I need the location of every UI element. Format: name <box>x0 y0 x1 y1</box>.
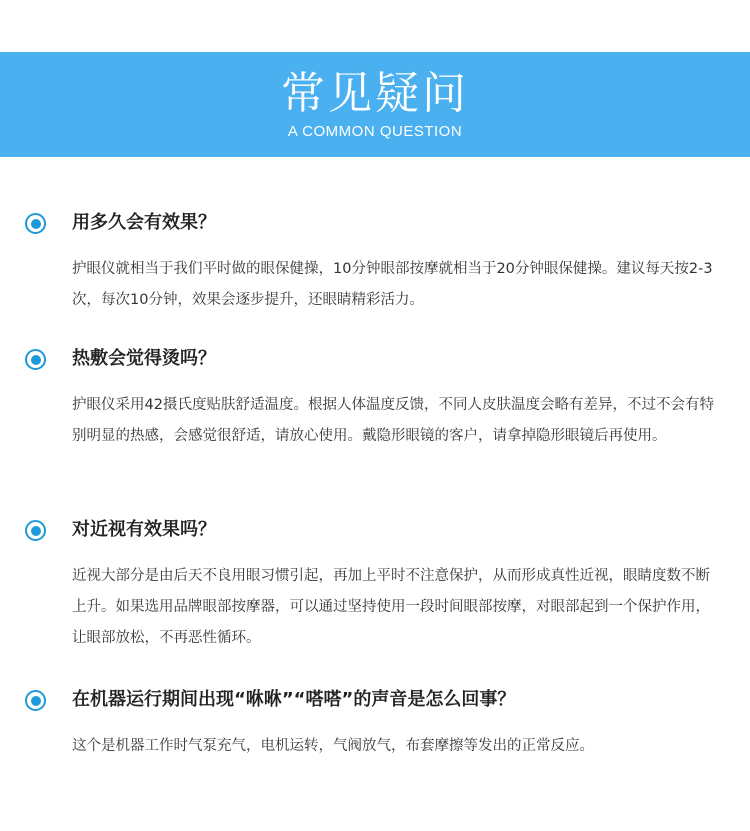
banner-subtitle: A COMMON QUESTION <box>287 123 463 140</box>
faq-question: 热敷会觉得烫吗？ <box>72 348 216 369</box>
faq-question: 用多久会有效果？ <box>72 212 216 233</box>
radio-dot-icon <box>25 690 46 711</box>
header-banner <box>0 52 750 157</box>
faq-answer: 护眼仪就相当于我们平时做的眼保健操，10分钟眼部按摩就相当于20分钟眼保健操。建议每天按2-3次，每次10分钟，效果会逐步提升，还眼睛精彩活力。 <box>72 261 713 308</box>
radio-dot-icon <box>25 213 46 234</box>
faq-answer: 近视大部分是由后天不良用眼习惯引起，再加上平时不注意保护，从而形成真性近视，眼睛度数不断上升。如果选用品牌眼部按摩器，可以通过坚持使用一段时间眼部按摩，对眼部起到一个保护作用，让眼部放松，不再恶性循环。 <box>72 568 710 646</box>
faq-answer: 护眼仪采用42摄氏度贴肤舒适温度。根据人体温度反馈，不同人皮肤温度会略有差异，不过不会有特别明显的热感，会感觉很舒适，请放心使用。戴隐形眼镜的客户，请拿掉隐形眼镜后再使用。 <box>72 397 714 444</box>
faq-answer: 这个是机器工作时气泵充气，电机运转，气阀放气，布套摩擦等发出的正常反应。 <box>72 738 594 754</box>
radio-dot-icon <box>25 349 46 370</box>
faq-question: 对近视有效果吗？ <box>72 519 216 540</box>
radio-dot-icon <box>25 520 46 541</box>
banner-title: 常见疑问 <box>281 68 469 119</box>
faq-question: 在机器运行期间出现“咻咻”“嗒嗒”的声音是怎么回事？ <box>72 689 516 710</box>
